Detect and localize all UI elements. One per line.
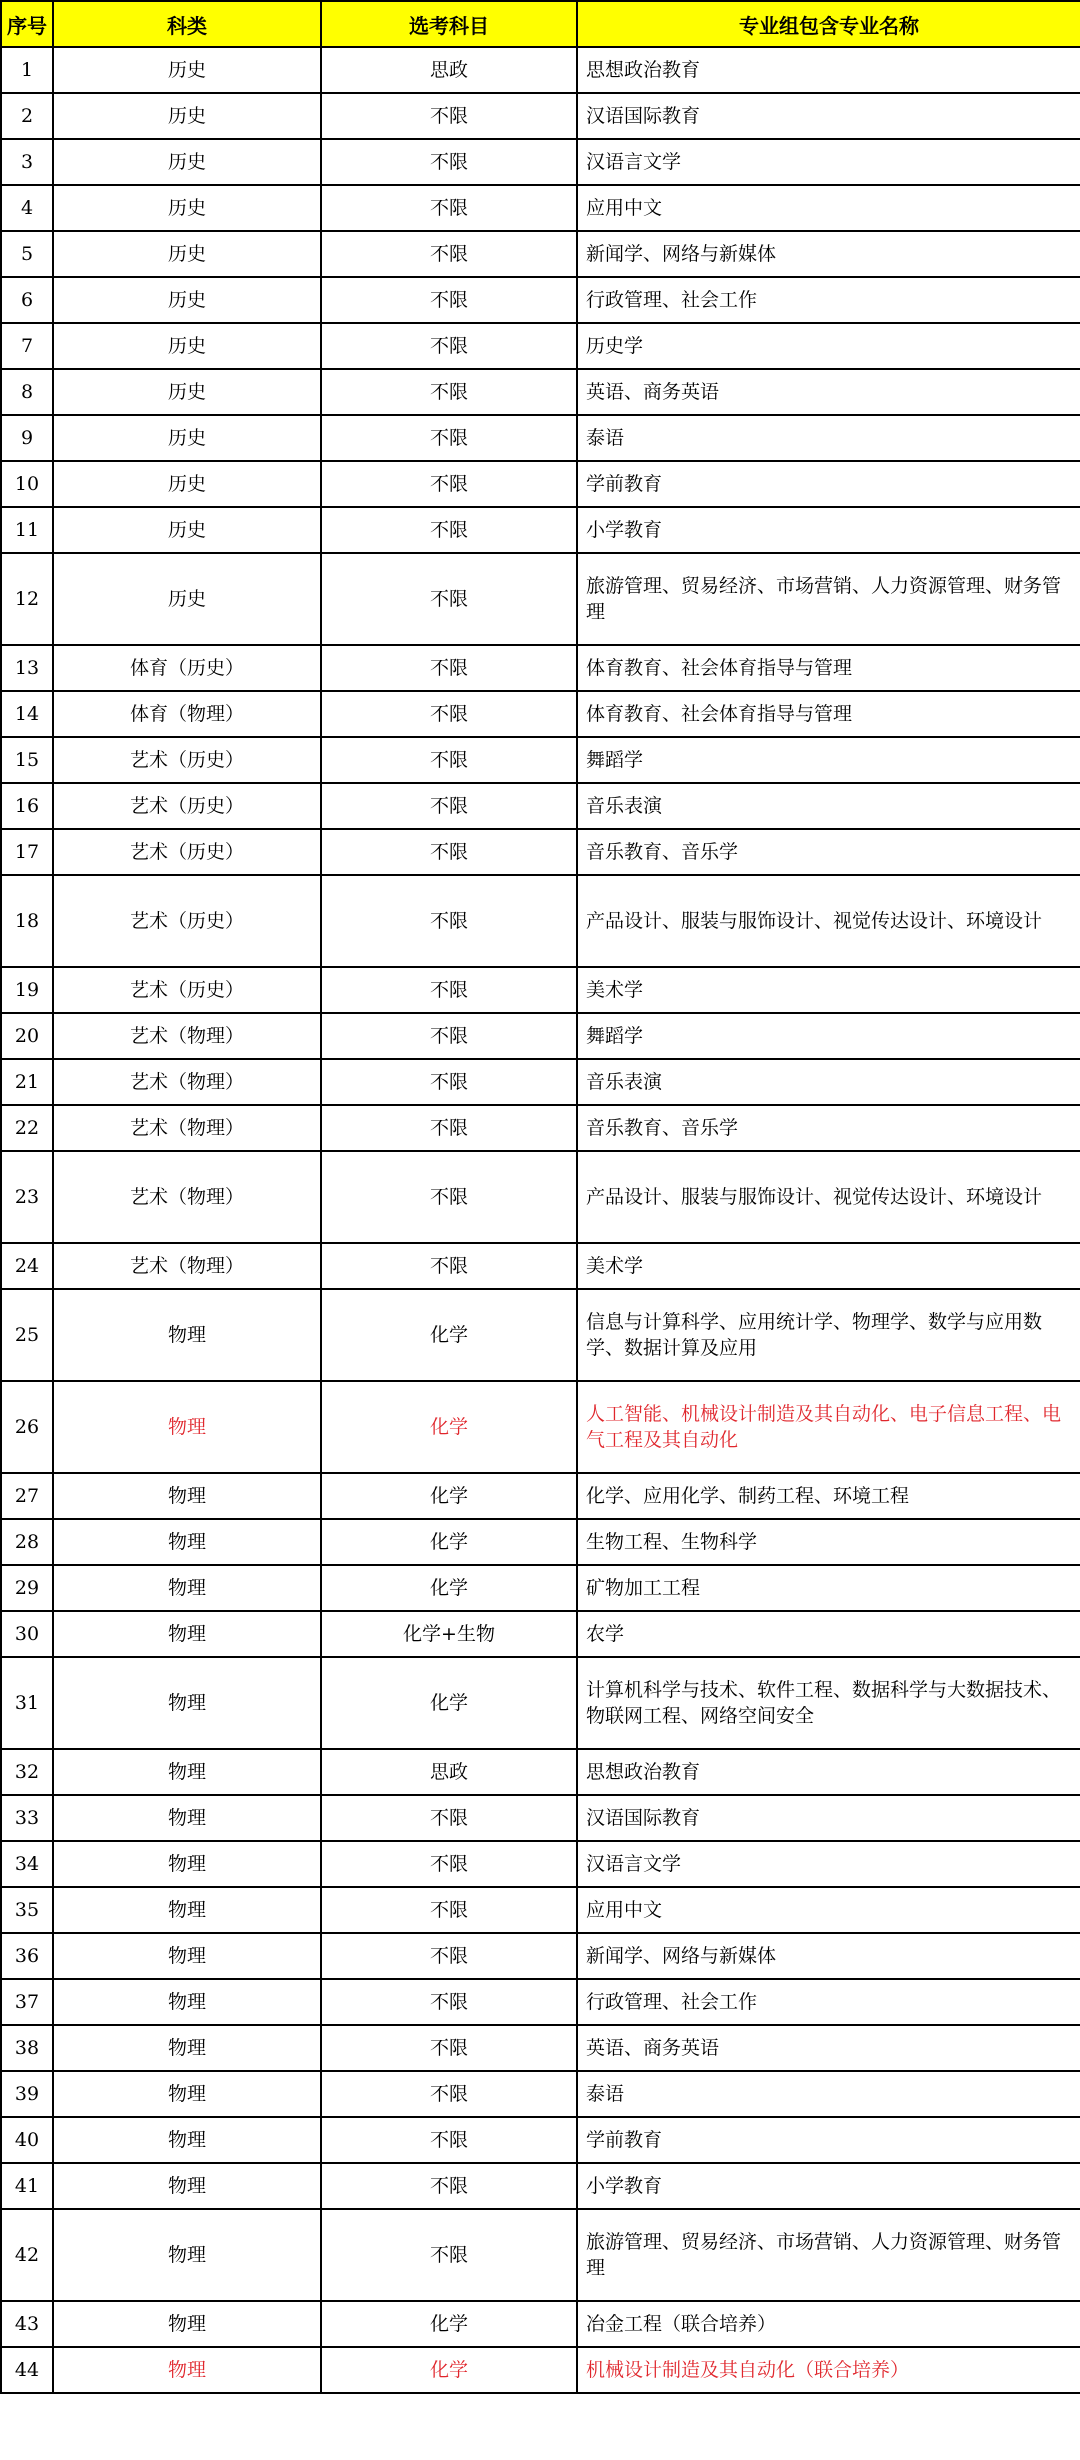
row-number-cell: 34 xyxy=(1,1841,53,1887)
majors-cell: 汉语言文学 xyxy=(577,1841,1080,1887)
majors-cell: 产品设计、服装与服饰设计、视觉传达设计、环境设计 xyxy=(577,875,1080,967)
header-num: 序号 xyxy=(1,1,53,47)
category-cell: 历史 xyxy=(53,231,321,277)
majors-cell: 美术学 xyxy=(577,967,1080,1013)
category-cell: 艺术（历史） xyxy=(53,875,321,967)
table-row xyxy=(1,2071,1080,2117)
majors-cell: 美术学 xyxy=(577,1243,1080,1289)
table-row xyxy=(1,783,1080,829)
subject-cell: 不限 xyxy=(321,1243,577,1289)
majors-cell: 应用中文 xyxy=(577,185,1080,231)
row-number-cell: 10 xyxy=(1,461,53,507)
subject-cell: 不限 xyxy=(321,2071,577,2117)
table-row xyxy=(1,1243,1080,1289)
majors-cell: 音乐教育、音乐学 xyxy=(577,829,1080,875)
row-number-cell: 35 xyxy=(1,1887,53,1933)
category-cell: 物理 xyxy=(53,2025,321,2071)
row-number-cell: 9 xyxy=(1,415,53,461)
majors-cell: 旅游管理、贸易经济、市场营销、人力资源管理、财务管理 xyxy=(577,2209,1080,2301)
header-subject: 选考科目 xyxy=(321,1,577,47)
category-cell: 艺术（物理） xyxy=(53,1013,321,1059)
category-cell: 物理 xyxy=(53,1979,321,2025)
table-row xyxy=(1,1933,1080,1979)
table-row xyxy=(1,1565,1080,1611)
table-row xyxy=(1,2025,1080,2071)
subject-cell: 不限 xyxy=(321,185,577,231)
table-row xyxy=(1,829,1080,875)
majors-cell: 人工智能、机械设计制造及其自动化、电子信息工程、电气工程及其自动化 xyxy=(577,1381,1080,1473)
subject-cell: 不限 xyxy=(321,645,577,691)
table-row xyxy=(1,2163,1080,2209)
row-number-cell: 13 xyxy=(1,645,53,691)
subject-cell: 化学 xyxy=(321,2347,577,2393)
row-number-cell: 37 xyxy=(1,1979,53,2025)
category-cell: 物理 xyxy=(53,1289,321,1381)
row-number-cell: 33 xyxy=(1,1795,53,1841)
majors-cell: 计算机科学与技术、软件工程、数据科学与大数据技术、物联网工程、网络空间安全 xyxy=(577,1657,1080,1749)
subject-cell: 不限 xyxy=(321,1105,577,1151)
majors-cell: 冶金工程（联合培养） xyxy=(577,2301,1080,2347)
table-row xyxy=(1,323,1080,369)
majors-cell: 化学、应用化学、制药工程、环境工程 xyxy=(577,1473,1080,1519)
row-number-cell: 1 xyxy=(1,47,53,93)
row-number-cell: 6 xyxy=(1,277,53,323)
majors-cell: 行政管理、社会工作 xyxy=(577,1979,1080,2025)
row-number-cell: 36 xyxy=(1,1933,53,1979)
subject-cell: 化学 xyxy=(321,1289,577,1381)
subject-cell: 不限 xyxy=(321,1841,577,1887)
table-row xyxy=(1,369,1080,415)
row-number-cell: 16 xyxy=(1,783,53,829)
subject-cell: 不限 xyxy=(321,967,577,1013)
category-cell: 物理 xyxy=(53,1611,321,1657)
majors-cell: 思想政治教育 xyxy=(577,1749,1080,1795)
majors-cell: 学前教育 xyxy=(577,2117,1080,2163)
table-row xyxy=(1,967,1080,1013)
row-number-cell: 2 xyxy=(1,93,53,139)
subject-cell: 不限 xyxy=(321,829,577,875)
category-cell: 物理 xyxy=(53,1473,321,1519)
majors-cell: 音乐教育、音乐学 xyxy=(577,1105,1080,1151)
row-number-cell: 24 xyxy=(1,1243,53,1289)
subject-cell: 思政 xyxy=(321,1749,577,1795)
subject-cell: 不限 xyxy=(321,553,577,645)
category-cell: 物理 xyxy=(53,1749,321,1795)
subject-cell: 不限 xyxy=(321,1933,577,1979)
subject-cell: 不限 xyxy=(321,1059,577,1105)
row-number-cell: 11 xyxy=(1,507,53,553)
table-row xyxy=(1,231,1080,277)
row-number-cell: 4 xyxy=(1,185,53,231)
majors-cell: 行政管理、社会工作 xyxy=(577,277,1080,323)
category-cell: 物理 xyxy=(53,2209,321,2301)
row-number-cell: 19 xyxy=(1,967,53,1013)
subject-cell: 不限 xyxy=(321,875,577,967)
category-cell: 体育（物理） xyxy=(53,691,321,737)
table-header xyxy=(1,1,1080,47)
row-number-cell: 5 xyxy=(1,231,53,277)
category-cell: 艺术（历史） xyxy=(53,829,321,875)
majors-cell: 汉语国际教育 xyxy=(577,93,1080,139)
header-category: 科类 xyxy=(53,1,321,47)
subject-cell: 不限 xyxy=(321,231,577,277)
majors-cell: 汉语言文学 xyxy=(577,139,1080,185)
majors-cell: 产品设计、服装与服饰设计、视觉传达设计、环境设计 xyxy=(577,1151,1080,1243)
category-cell: 艺术（历史） xyxy=(53,783,321,829)
table-row xyxy=(1,1887,1080,1933)
row-number-cell: 3 xyxy=(1,139,53,185)
table-row xyxy=(1,2347,1080,2393)
row-number-cell: 40 xyxy=(1,2117,53,2163)
category-cell: 物理 xyxy=(53,1519,321,1565)
majors-cell: 农学 xyxy=(577,1611,1080,1657)
category-cell: 艺术（物理） xyxy=(53,1105,321,1151)
row-number-cell: 22 xyxy=(1,1105,53,1151)
subject-cell: 化学 xyxy=(321,1565,577,1611)
subject-cell: 不限 xyxy=(321,323,577,369)
subject-cell: 不限 xyxy=(321,2163,577,2209)
row-number-cell: 29 xyxy=(1,1565,53,1611)
subject-cell: 不限 xyxy=(321,2209,577,2301)
subject-cell: 不限 xyxy=(321,277,577,323)
subject-cell: 化学 xyxy=(321,1519,577,1565)
table-row xyxy=(1,1381,1080,1473)
table-row xyxy=(1,415,1080,461)
majors-cell: 汉语国际教育 xyxy=(577,1795,1080,1841)
category-cell: 历史 xyxy=(53,553,321,645)
subject-cell: 化学+生物 xyxy=(321,1611,577,1657)
majors-cell: 生物工程、生物科学 xyxy=(577,1519,1080,1565)
subject-cell: 化学 xyxy=(321,1657,577,1749)
table-row xyxy=(1,645,1080,691)
subject-cell: 不限 xyxy=(321,461,577,507)
table-row xyxy=(1,1611,1080,1657)
category-cell: 物理 xyxy=(53,1657,321,1749)
majors-cell: 舞蹈学 xyxy=(577,1013,1080,1059)
category-cell: 艺术（历史） xyxy=(53,967,321,1013)
category-cell: 物理 xyxy=(53,1933,321,1979)
majors-cell: 机械设计制造及其自动化（联合培养） xyxy=(577,2347,1080,2393)
majors-cell: 学前教育 xyxy=(577,461,1080,507)
majors-cell: 体育教育、社会体育指导与管理 xyxy=(577,645,1080,691)
majors-cell: 思想政治教育 xyxy=(577,47,1080,93)
subject-cell: 不限 xyxy=(321,691,577,737)
subject-cell: 化学 xyxy=(321,2301,577,2347)
row-number-cell: 32 xyxy=(1,1749,53,1795)
table-row xyxy=(1,1473,1080,1519)
subject-cell: 不限 xyxy=(321,507,577,553)
subject-cell: 思政 xyxy=(321,47,577,93)
row-number-cell: 42 xyxy=(1,2209,53,2301)
majors-cell: 旅游管理、贸易经济、市场营销、人力资源管理、财务管理 xyxy=(577,553,1080,645)
header-majors: 专业组包含专业名称 xyxy=(577,1,1080,47)
row-number-cell: 27 xyxy=(1,1473,53,1519)
table-row xyxy=(1,1059,1080,1105)
row-number-cell: 30 xyxy=(1,1611,53,1657)
majors-cell: 体育教育、社会体育指导与管理 xyxy=(577,691,1080,737)
majors-cell: 新闻学、网络与新媒体 xyxy=(577,231,1080,277)
category-cell: 物理 xyxy=(53,1565,321,1611)
category-cell: 艺术（物理） xyxy=(53,1059,321,1105)
majors-cell: 矿物加工工程 xyxy=(577,1565,1080,1611)
majors-cell: 音乐表演 xyxy=(577,783,1080,829)
table-row xyxy=(1,185,1080,231)
category-cell: 物理 xyxy=(53,1381,321,1473)
subject-cell: 不限 xyxy=(321,93,577,139)
category-cell: 艺术（物理） xyxy=(53,1151,321,1243)
majors-cell: 小学教育 xyxy=(577,507,1080,553)
table-row xyxy=(1,691,1080,737)
row-number-cell: 23 xyxy=(1,1151,53,1243)
row-number-cell: 38 xyxy=(1,2025,53,2071)
category-cell: 历史 xyxy=(53,277,321,323)
row-number-cell: 18 xyxy=(1,875,53,967)
row-number-cell: 17 xyxy=(1,829,53,875)
majors-cell: 历史学 xyxy=(577,323,1080,369)
subject-cell: 不限 xyxy=(321,1795,577,1841)
category-cell: 历史 xyxy=(53,185,321,231)
row-number-cell: 39 xyxy=(1,2071,53,2117)
row-number-cell: 20 xyxy=(1,1013,53,1059)
subject-cell: 不限 xyxy=(321,1013,577,1059)
row-number-cell: 7 xyxy=(1,323,53,369)
row-number-cell: 31 xyxy=(1,1657,53,1749)
subject-cell: 不限 xyxy=(321,737,577,783)
category-cell: 物理 xyxy=(53,2117,321,2163)
table-row xyxy=(1,1657,1080,1749)
subject-cell: 不限 xyxy=(321,2117,577,2163)
row-number-cell: 28 xyxy=(1,1519,53,1565)
table-row xyxy=(1,1013,1080,1059)
category-cell: 艺术（物理） xyxy=(53,1243,321,1289)
category-cell: 物理 xyxy=(53,2163,321,2209)
table-row xyxy=(1,1979,1080,2025)
table-row xyxy=(1,277,1080,323)
category-cell: 物理 xyxy=(53,1887,321,1933)
row-number-cell: 12 xyxy=(1,553,53,645)
table-row xyxy=(1,47,1080,93)
header-row xyxy=(1,1,1080,47)
category-cell: 历史 xyxy=(53,93,321,139)
majors-cell: 舞蹈学 xyxy=(577,737,1080,783)
majors-cell: 新闻学、网络与新媒体 xyxy=(577,1933,1080,1979)
table-row xyxy=(1,1841,1080,1887)
table-row xyxy=(1,1749,1080,1795)
table-row xyxy=(1,2117,1080,2163)
majors-cell: 英语、商务英语 xyxy=(577,369,1080,415)
category-cell: 艺术（历史） xyxy=(53,737,321,783)
table-row xyxy=(1,1519,1080,1565)
row-number-cell: 26 xyxy=(1,1381,53,1473)
table-row xyxy=(1,875,1080,967)
subject-cell: 不限 xyxy=(321,1151,577,1243)
table-row xyxy=(1,93,1080,139)
table-row xyxy=(1,737,1080,783)
row-number-cell: 21 xyxy=(1,1059,53,1105)
table-row xyxy=(1,1105,1080,1151)
category-cell: 物理 xyxy=(53,2071,321,2117)
subject-cell: 化学 xyxy=(321,1473,577,1519)
category-cell: 历史 xyxy=(53,323,321,369)
table-row xyxy=(1,139,1080,185)
row-number-cell: 41 xyxy=(1,2163,53,2209)
majors-cell: 信息与计算科学、应用统计学、物理学、数学与应用数学、数据计算及应用 xyxy=(577,1289,1080,1381)
table-row xyxy=(1,1289,1080,1381)
majors-cell: 英语、商务英语 xyxy=(577,2025,1080,2071)
category-cell: 历史 xyxy=(53,507,321,553)
subject-cell: 不限 xyxy=(321,2025,577,2071)
majors-cell: 音乐表演 xyxy=(577,1059,1080,1105)
category-cell: 历史 xyxy=(53,461,321,507)
majors-cell: 泰语 xyxy=(577,2071,1080,2117)
subject-cell: 不限 xyxy=(321,139,577,185)
majors-cell: 小学教育 xyxy=(577,2163,1080,2209)
subject-cell: 不限 xyxy=(321,783,577,829)
subject-cell: 不限 xyxy=(321,1887,577,1933)
subject-cell: 不限 xyxy=(321,1979,577,2025)
category-cell: 物理 xyxy=(53,1841,321,1887)
row-number-cell: 8 xyxy=(1,369,53,415)
table-row xyxy=(1,1795,1080,1841)
row-number-cell: 44 xyxy=(1,2347,53,2393)
category-cell: 历史 xyxy=(53,415,321,461)
table-row xyxy=(1,507,1080,553)
category-cell: 历史 xyxy=(53,369,321,415)
category-cell: 物理 xyxy=(53,1795,321,1841)
subject-cell: 不限 xyxy=(321,415,577,461)
majors-cell: 应用中文 xyxy=(577,1887,1080,1933)
table-row xyxy=(1,2301,1080,2347)
category-cell: 历史 xyxy=(53,47,321,93)
majors-cell: 泰语 xyxy=(577,415,1080,461)
row-number-cell: 25 xyxy=(1,1289,53,1381)
row-number-cell: 14 xyxy=(1,691,53,737)
category-cell: 体育（历史） xyxy=(53,645,321,691)
table-row xyxy=(1,461,1080,507)
category-cell: 物理 xyxy=(53,2347,321,2393)
subject-cell: 化学 xyxy=(321,1381,577,1473)
category-cell: 物理 xyxy=(53,2301,321,2347)
table-row xyxy=(1,2209,1080,2301)
table-body xyxy=(1,47,1080,2393)
category-cell: 历史 xyxy=(53,139,321,185)
row-number-cell: 43 xyxy=(1,2301,53,2347)
table-row xyxy=(1,1151,1080,1243)
subject-cell: 不限 xyxy=(321,369,577,415)
row-number-cell: 15 xyxy=(1,737,53,783)
table-row xyxy=(1,553,1080,645)
